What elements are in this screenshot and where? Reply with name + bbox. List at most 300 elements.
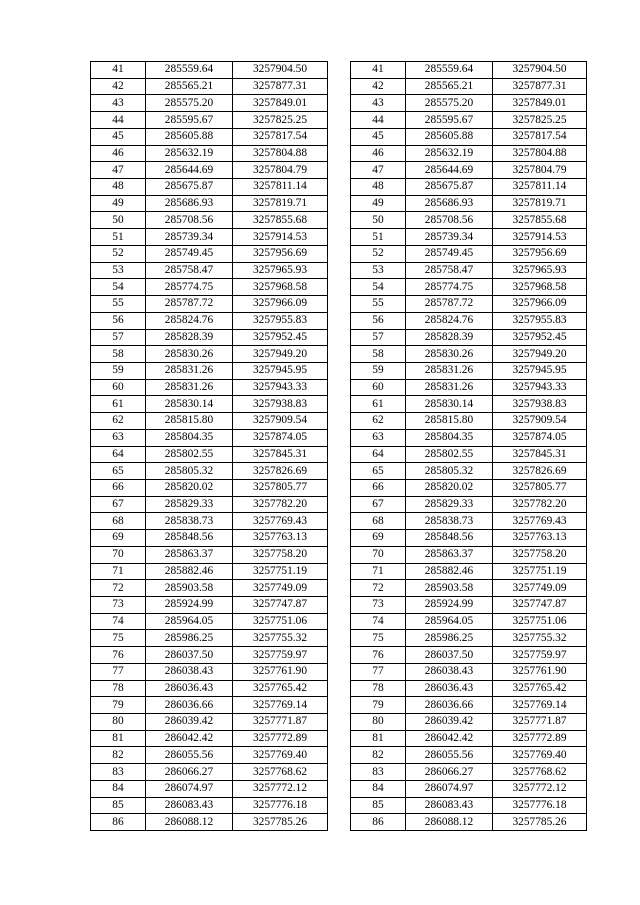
table-row	[91, 212, 328, 229]
point-number-cell: 53	[91, 262, 146, 279]
x-coordinate-cell: 285804.35	[146, 429, 233, 446]
point-number-cell: 77	[91, 663, 146, 680]
x-coordinate-cell: 285595.67	[146, 112, 233, 129]
y-coordinate-cell: 3257771.87	[493, 714, 587, 731]
point-number-cell: 54	[91, 279, 146, 296]
table-row	[91, 245, 328, 262]
table-row	[91, 396, 328, 413]
y-coordinate-cell: 3257819.71	[493, 195, 587, 212]
x-coordinate-cell: 286074.97	[146, 780, 233, 797]
x-coordinate-cell: 286036.43	[146, 680, 233, 697]
x-coordinate-cell: 285828.39	[406, 329, 493, 346]
y-coordinate-cell: 3257749.09	[493, 580, 587, 597]
y-coordinate-cell: 3257804.79	[233, 162, 328, 179]
x-coordinate-cell: 286038.43	[406, 663, 493, 680]
x-coordinate-cell: 285831.26	[146, 362, 233, 379]
table-row	[91, 296, 328, 313]
table-row	[91, 814, 328, 831]
y-coordinate-cell: 3257945.95	[493, 362, 587, 379]
table-row	[351, 245, 587, 262]
point-number-cell: 71	[91, 563, 146, 580]
y-coordinate-cell: 3257768.62	[233, 764, 328, 781]
table-row	[351, 195, 587, 212]
x-coordinate-cell: 285675.87	[146, 179, 233, 196]
point-number-cell: 86	[91, 814, 146, 831]
y-coordinate-cell: 3257769.40	[233, 747, 328, 764]
point-number-cell: 68	[91, 513, 146, 530]
coordinate-table-left-body	[91, 62, 328, 831]
y-coordinate-cell: 3257955.83	[233, 312, 328, 329]
x-coordinate-cell: 285758.47	[146, 262, 233, 279]
point-number-cell: 81	[91, 730, 146, 747]
point-number-cell: 61	[91, 396, 146, 413]
table-row	[351, 647, 587, 664]
y-coordinate-cell: 3257763.13	[493, 530, 587, 547]
x-coordinate-cell: 285824.76	[146, 312, 233, 329]
y-coordinate-cell: 3257776.18	[233, 797, 328, 814]
x-coordinate-cell: 285565.21	[146, 78, 233, 95]
table-row	[91, 663, 328, 680]
y-coordinate-cell: 3257751.06	[233, 613, 328, 630]
y-coordinate-cell: 3257955.83	[493, 312, 587, 329]
x-coordinate-cell: 285774.75	[406, 279, 493, 296]
y-coordinate-cell: 3257817.54	[233, 128, 328, 145]
point-number-cell: 80	[351, 714, 406, 731]
x-coordinate-cell: 285831.26	[406, 379, 493, 396]
x-coordinate-cell: 285605.88	[406, 128, 493, 145]
table-row	[351, 396, 587, 413]
y-coordinate-cell: 3257845.31	[493, 446, 587, 463]
point-number-cell: 42	[91, 78, 146, 95]
x-coordinate-cell: 286088.12	[146, 814, 233, 831]
x-coordinate-cell: 286083.43	[146, 797, 233, 814]
point-number-cell: 65	[91, 463, 146, 480]
x-coordinate-cell: 286036.43	[406, 680, 493, 697]
table-row	[351, 479, 587, 496]
table-row	[91, 179, 328, 196]
point-number-cell: 79	[351, 697, 406, 714]
point-number-cell: 69	[351, 530, 406, 547]
point-number-cell: 69	[91, 530, 146, 547]
point-number-cell: 73	[351, 597, 406, 614]
y-coordinate-cell: 3257769.43	[493, 513, 587, 530]
table-row	[91, 446, 328, 463]
point-number-cell: 67	[91, 496, 146, 513]
y-coordinate-cell: 3257751.06	[493, 613, 587, 630]
table-row	[351, 546, 587, 563]
x-coordinate-cell: 285559.64	[406, 62, 493, 79]
table-row	[351, 179, 587, 196]
table-row	[91, 429, 328, 446]
y-coordinate-cell: 3257817.54	[493, 128, 587, 145]
table-row	[91, 580, 328, 597]
y-coordinate-cell: 3257782.20	[233, 496, 328, 513]
point-number-cell: 67	[351, 496, 406, 513]
point-number-cell: 51	[91, 229, 146, 246]
x-coordinate-cell: 285815.80	[146, 413, 233, 430]
x-coordinate-cell: 285749.45	[146, 245, 233, 262]
point-number-cell: 44	[91, 112, 146, 129]
point-number-cell: 80	[91, 714, 146, 731]
x-coordinate-cell: 286042.42	[146, 730, 233, 747]
y-coordinate-cell: 3257805.77	[493, 479, 587, 496]
y-coordinate-cell: 3257938.83	[233, 396, 328, 413]
x-coordinate-cell: 286037.50	[146, 647, 233, 664]
point-number-cell: 53	[351, 262, 406, 279]
y-coordinate-cell: 3257768.62	[493, 764, 587, 781]
table-row	[91, 279, 328, 296]
x-coordinate-cell: 285829.33	[146, 496, 233, 513]
coordinate-table-left	[90, 61, 328, 831]
y-coordinate-cell: 3257849.01	[233, 95, 328, 112]
x-coordinate-cell: 285829.33	[406, 496, 493, 513]
point-number-cell: 64	[91, 446, 146, 463]
x-coordinate-cell: 286066.27	[406, 764, 493, 781]
y-coordinate-cell: 3257749.09	[233, 580, 328, 597]
table-row	[91, 112, 328, 129]
table-row	[351, 112, 587, 129]
point-number-cell: 70	[351, 546, 406, 563]
table-row	[91, 312, 328, 329]
x-coordinate-cell: 285830.26	[406, 346, 493, 363]
table-row	[351, 463, 587, 480]
y-coordinate-cell: 3257776.18	[493, 797, 587, 814]
y-coordinate-cell: 3257765.42	[493, 680, 587, 697]
y-coordinate-cell: 3257758.20	[233, 546, 328, 563]
x-coordinate-cell: 285831.26	[406, 362, 493, 379]
x-coordinate-cell: 285805.32	[406, 463, 493, 480]
table-row	[351, 162, 587, 179]
y-coordinate-cell: 3257825.25	[233, 112, 328, 129]
y-coordinate-cell: 3257804.88	[493, 145, 587, 162]
point-number-cell: 57	[91, 329, 146, 346]
table-row	[351, 346, 587, 363]
table-row	[91, 95, 328, 112]
y-coordinate-cell: 3257751.19	[493, 563, 587, 580]
point-number-cell: 54	[351, 279, 406, 296]
point-number-cell: 76	[351, 647, 406, 664]
x-coordinate-cell: 286083.43	[406, 797, 493, 814]
table-row	[91, 714, 328, 731]
x-coordinate-cell: 285575.20	[406, 95, 493, 112]
point-number-cell: 61	[351, 396, 406, 413]
x-coordinate-cell: 285986.25	[406, 630, 493, 647]
table-row	[91, 597, 328, 614]
table-row	[91, 680, 328, 697]
y-coordinate-cell: 3257772.89	[493, 730, 587, 747]
x-coordinate-cell: 286038.43	[146, 663, 233, 680]
y-coordinate-cell: 3257874.05	[493, 429, 587, 446]
y-coordinate-cell: 3257914.53	[233, 229, 328, 246]
point-number-cell: 72	[351, 580, 406, 597]
y-coordinate-cell: 3257758.20	[493, 546, 587, 563]
y-coordinate-cell: 3257877.31	[233, 78, 328, 95]
table-row	[91, 513, 328, 530]
x-coordinate-cell: 285964.05	[406, 613, 493, 630]
point-number-cell: 57	[351, 329, 406, 346]
table-row	[91, 764, 328, 781]
table-row	[91, 145, 328, 162]
x-coordinate-cell: 285787.72	[406, 296, 493, 313]
point-number-cell: 82	[351, 747, 406, 764]
table-row	[91, 162, 328, 179]
x-coordinate-cell: 285848.56	[406, 530, 493, 547]
y-coordinate-cell: 3257782.20	[493, 496, 587, 513]
x-coordinate-cell: 285863.37	[146, 546, 233, 563]
point-number-cell: 56	[351, 312, 406, 329]
y-coordinate-cell: 3257904.50	[493, 62, 587, 79]
x-coordinate-cell: 285739.34	[406, 229, 493, 246]
point-number-cell: 78	[91, 680, 146, 697]
y-coordinate-cell: 3257765.42	[233, 680, 328, 697]
point-number-cell: 81	[351, 730, 406, 747]
y-coordinate-cell: 3257811.14	[233, 179, 328, 196]
y-coordinate-cell: 3257968.58	[233, 279, 328, 296]
x-coordinate-cell: 286039.42	[146, 714, 233, 731]
point-number-cell: 55	[91, 296, 146, 313]
point-number-cell: 47	[351, 162, 406, 179]
y-coordinate-cell: 3257755.32	[493, 630, 587, 647]
point-number-cell: 77	[351, 663, 406, 680]
x-coordinate-cell: 285802.55	[146, 446, 233, 463]
table-row	[351, 747, 587, 764]
point-number-cell: 85	[91, 797, 146, 814]
table-row	[351, 329, 587, 346]
y-coordinate-cell: 3257826.69	[493, 463, 587, 480]
point-number-cell: 66	[351, 479, 406, 496]
y-coordinate-cell: 3257965.93	[493, 262, 587, 279]
table-row	[351, 630, 587, 647]
table-row	[91, 479, 328, 496]
y-coordinate-cell: 3257952.45	[233, 329, 328, 346]
point-number-cell: 50	[351, 212, 406, 229]
x-coordinate-cell: 285758.47	[406, 262, 493, 279]
table-row	[91, 530, 328, 547]
y-coordinate-cell: 3257761.90	[233, 663, 328, 680]
point-number-cell: 58	[351, 346, 406, 363]
x-coordinate-cell: 285903.58	[406, 580, 493, 597]
point-number-cell: 52	[91, 245, 146, 262]
x-coordinate-cell: 286074.97	[406, 780, 493, 797]
y-coordinate-cell: 3257747.87	[493, 597, 587, 614]
x-coordinate-cell: 285595.67	[406, 112, 493, 129]
table-row	[91, 346, 328, 363]
x-coordinate-cell: 285686.93	[406, 195, 493, 212]
x-coordinate-cell: 285831.26	[146, 379, 233, 396]
table-row	[91, 563, 328, 580]
y-coordinate-cell: 3257771.87	[233, 714, 328, 731]
point-number-cell: 51	[351, 229, 406, 246]
table-row	[351, 413, 587, 430]
y-coordinate-cell: 3257965.93	[233, 262, 328, 279]
y-coordinate-cell: 3257855.68	[493, 212, 587, 229]
x-coordinate-cell: 286055.56	[406, 747, 493, 764]
y-coordinate-cell: 3257825.25	[493, 112, 587, 129]
y-coordinate-cell: 3257956.69	[233, 245, 328, 262]
y-coordinate-cell: 3257943.33	[233, 379, 328, 396]
x-coordinate-cell: 285828.39	[146, 329, 233, 346]
point-number-cell: 63	[351, 429, 406, 446]
table-row	[91, 647, 328, 664]
point-number-cell: 75	[351, 630, 406, 647]
table-row	[351, 362, 587, 379]
point-number-cell: 48	[351, 179, 406, 196]
point-number-cell: 43	[91, 95, 146, 112]
y-coordinate-cell: 3257769.43	[233, 513, 328, 530]
table-row	[351, 714, 587, 731]
y-coordinate-cell: 3257811.14	[493, 179, 587, 196]
x-coordinate-cell: 285802.55	[406, 446, 493, 463]
x-coordinate-cell: 285708.56	[406, 212, 493, 229]
point-number-cell: 72	[91, 580, 146, 597]
point-number-cell: 66	[91, 479, 146, 496]
y-coordinate-cell: 3257877.31	[493, 78, 587, 95]
table-row	[91, 747, 328, 764]
x-coordinate-cell: 285924.99	[406, 597, 493, 614]
y-coordinate-cell: 3257804.88	[233, 145, 328, 162]
y-coordinate-cell: 3257845.31	[233, 446, 328, 463]
x-coordinate-cell: 285820.02	[406, 479, 493, 496]
table-row	[351, 95, 587, 112]
y-coordinate-cell: 3257819.71	[233, 195, 328, 212]
point-number-cell: 63	[91, 429, 146, 446]
table-row	[351, 312, 587, 329]
table-row	[91, 780, 328, 797]
point-number-cell: 71	[351, 563, 406, 580]
table-row	[351, 730, 587, 747]
y-coordinate-cell: 3257769.14	[233, 697, 328, 714]
point-number-cell: 48	[91, 179, 146, 196]
point-number-cell: 60	[91, 379, 146, 396]
x-coordinate-cell: 285830.14	[146, 396, 233, 413]
table-row	[91, 797, 328, 814]
point-number-cell: 50	[91, 212, 146, 229]
table-row	[91, 379, 328, 396]
table-row	[351, 597, 587, 614]
x-coordinate-cell: 285575.20	[146, 95, 233, 112]
table-row	[351, 379, 587, 396]
table-row	[351, 780, 587, 797]
x-coordinate-cell: 285903.58	[146, 580, 233, 597]
y-coordinate-cell: 3257949.20	[233, 346, 328, 363]
point-number-cell: 64	[351, 446, 406, 463]
x-coordinate-cell: 285863.37	[406, 546, 493, 563]
table-row	[91, 78, 328, 95]
x-coordinate-cell: 285820.02	[146, 479, 233, 496]
y-coordinate-cell: 3257804.79	[493, 162, 587, 179]
table-row	[351, 764, 587, 781]
table-row	[91, 697, 328, 714]
y-coordinate-cell: 3257966.09	[493, 296, 587, 313]
point-number-cell: 65	[351, 463, 406, 480]
x-coordinate-cell: 285708.56	[146, 212, 233, 229]
table-row	[351, 797, 587, 814]
x-coordinate-cell: 286036.66	[146, 697, 233, 714]
table-row	[351, 128, 587, 145]
table-row	[91, 463, 328, 480]
y-coordinate-cell: 3257772.12	[233, 780, 328, 797]
x-coordinate-cell: 285815.80	[406, 413, 493, 430]
point-number-cell: 73	[91, 597, 146, 614]
x-coordinate-cell: 285805.32	[146, 463, 233, 480]
y-coordinate-cell: 3257943.33	[493, 379, 587, 396]
table-row	[351, 680, 587, 697]
table-row	[91, 62, 328, 79]
x-coordinate-cell: 285882.46	[146, 563, 233, 580]
y-coordinate-cell: 3257772.12	[493, 780, 587, 797]
table-row	[351, 78, 587, 95]
coordinate-table-right-body	[351, 62, 587, 831]
table-row	[351, 697, 587, 714]
y-coordinate-cell: 3257949.20	[493, 346, 587, 363]
x-coordinate-cell: 286036.66	[406, 697, 493, 714]
y-coordinate-cell: 3257849.01	[493, 95, 587, 112]
point-number-cell: 84	[91, 780, 146, 797]
y-coordinate-cell: 3257759.97	[493, 647, 587, 664]
x-coordinate-cell: 285565.21	[406, 78, 493, 95]
x-coordinate-cell: 285824.76	[406, 312, 493, 329]
x-coordinate-cell: 286055.56	[146, 747, 233, 764]
point-number-cell: 68	[351, 513, 406, 530]
y-coordinate-cell: 3257968.58	[493, 279, 587, 296]
point-number-cell: 59	[351, 362, 406, 379]
point-number-cell: 49	[91, 195, 146, 212]
x-coordinate-cell: 285787.72	[146, 296, 233, 313]
point-number-cell: 86	[351, 814, 406, 831]
y-coordinate-cell: 3257747.87	[233, 597, 328, 614]
point-number-cell: 82	[91, 747, 146, 764]
x-coordinate-cell: 285739.34	[146, 229, 233, 246]
y-coordinate-cell: 3257772.89	[233, 730, 328, 747]
y-coordinate-cell: 3257952.45	[493, 329, 587, 346]
point-number-cell: 84	[351, 780, 406, 797]
table-row	[351, 814, 587, 831]
point-number-cell: 56	[91, 312, 146, 329]
x-coordinate-cell: 285749.45	[406, 245, 493, 262]
x-coordinate-cell: 285644.69	[406, 162, 493, 179]
table-row	[91, 229, 328, 246]
table-row	[351, 229, 587, 246]
point-number-cell: 45	[91, 128, 146, 145]
x-coordinate-cell: 285774.75	[146, 279, 233, 296]
y-coordinate-cell: 3257761.90	[493, 663, 587, 680]
coordinate-table-right	[350, 61, 587, 831]
table-row	[91, 613, 328, 630]
table-row	[91, 413, 328, 430]
x-coordinate-cell: 286042.42	[406, 730, 493, 747]
point-number-cell: 41	[351, 62, 406, 79]
point-number-cell: 74	[91, 613, 146, 630]
y-coordinate-cell: 3257966.09	[233, 296, 328, 313]
x-coordinate-cell: 286088.12	[406, 814, 493, 831]
y-coordinate-cell: 3257759.97	[233, 647, 328, 664]
x-coordinate-cell: 285838.73	[406, 513, 493, 530]
y-coordinate-cell: 3257755.32	[233, 630, 328, 647]
y-coordinate-cell: 3257826.69	[233, 463, 328, 480]
point-number-cell: 47	[91, 162, 146, 179]
table-row	[351, 145, 587, 162]
table-row	[351, 580, 587, 597]
x-coordinate-cell: 285644.69	[146, 162, 233, 179]
x-coordinate-cell: 285838.73	[146, 513, 233, 530]
point-number-cell: 55	[351, 296, 406, 313]
y-coordinate-cell: 3257785.26	[233, 814, 328, 831]
y-coordinate-cell: 3257914.53	[493, 229, 587, 246]
table-row	[91, 195, 328, 212]
x-coordinate-cell: 285632.19	[406, 145, 493, 162]
point-number-cell: 70	[91, 546, 146, 563]
y-coordinate-cell: 3257769.14	[493, 697, 587, 714]
